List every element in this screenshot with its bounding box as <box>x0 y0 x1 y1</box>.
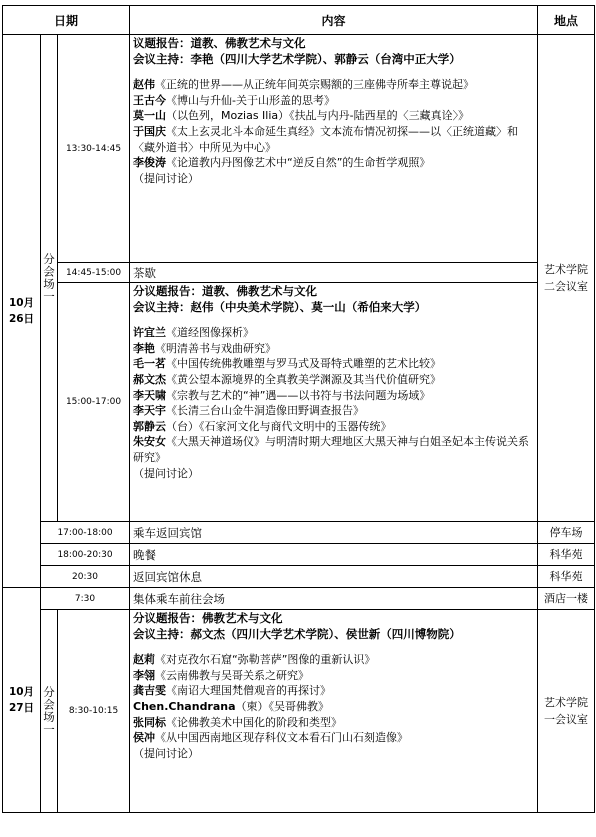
talk-title: 《博山与升仙-关于山形盖的思考》 <box>166 93 335 107</box>
talk-title: 《中国传统佛教雕塑与罗马式及哥特式雕塑的艺术比较》 <box>166 357 442 371</box>
d1-return-location: 停车场 <box>538 522 595 544</box>
speaker-name: 王古今 <box>133 93 167 107</box>
talk-item <box>133 715 534 731</box>
talk-title: 《长清三台山金牛洞造像田野调查报告》 <box>166 404 365 418</box>
d2-bus-text: 集体乘车前往会场 <box>130 588 538 610</box>
speaker-name: 李俊涛 <box>133 156 167 170</box>
talk-item <box>133 419 534 435</box>
talk-item <box>133 108 534 124</box>
d1-rest-time: 20:30 <box>41 566 130 588</box>
speaker-name: 龚吉雯 <box>133 684 167 698</box>
speaker-name: 李艳 <box>133 341 156 355</box>
talk-title: 《从中国西南地区现存科仪文本看石门山石刻造像》 <box>155 731 409 745</box>
talk-title: 《明清善书与戏曲研究》 <box>155 341 277 355</box>
speaker-name: 许宜兰 <box>133 326 167 340</box>
talk-item <box>133 652 534 668</box>
talk-title: 《论佛教美术中国化的阶段和类型》 <box>166 715 343 729</box>
talk-item <box>133 356 534 372</box>
d1-row-session2 <box>3 283 595 522</box>
day2-date: 10月 27日 <box>3 588 41 813</box>
talk-item <box>133 372 534 388</box>
session-heading: 分议题报告：道教、佛教艺术与文化 <box>133 284 318 298</box>
d1-rest-text: 返回宾馆休息 <box>130 566 538 588</box>
talk-item <box>133 388 534 404</box>
speaker-name: Chen.Chandrana <box>133 699 236 713</box>
talk-title: 《宗教与艺术的“神”遇——以书符与书法问题为场域》 <box>166 388 431 402</box>
talk-item <box>133 325 534 341</box>
speaker-name: 郭静云 <box>133 419 167 433</box>
d1-return-time: 17:00-18:00 <box>41 522 130 544</box>
talk-item <box>133 403 534 419</box>
talk-title: 《南诏大理国梵僧观音的再探讨》 <box>166 684 332 698</box>
talk-title: 《对克孜尔石窟“弥勒菩萨”图像的重新认识》 <box>155 653 376 667</box>
discussion-note: （提问讨论） <box>133 171 200 185</box>
d1-row-break <box>3 263 595 283</box>
d2-row-bus <box>3 588 595 610</box>
speaker-name: 侯冲 <box>133 731 156 745</box>
discussion-note: （提问讨论） <box>133 746 200 760</box>
d2-s1-time: 8:30-10:15 <box>58 610 130 813</box>
speaker-name: 朱安女 <box>133 435 167 449</box>
day2-venue: 分会场一 <box>41 610 58 813</box>
d1-return-text: 乘车返回宾馆 <box>130 522 538 544</box>
session-heading: 分议题报告：佛教艺术与文化 <box>133 611 283 625</box>
d1-s2-content <box>130 283 538 522</box>
talk-title: 《黄公望本源境界的全真教美学渊源及其当代价值研究》 <box>166 372 442 386</box>
session-heading: 会议主持：郝文杰（四川大学艺术学院）、侯世新（四川博物院） <box>133 626 461 641</box>
speaker-name: 毛一茗 <box>133 357 167 371</box>
speaker-name: 于国庆 <box>133 124 167 138</box>
d1-dinner-text: 晚餐 <box>130 544 538 566</box>
speaker-name: 李天宇 <box>133 404 167 418</box>
talk-item <box>133 77 534 93</box>
talk-item <box>133 730 534 746</box>
speaker-name: 李天啸 <box>133 388 167 402</box>
session-heading: 议题报告：道教、佛教艺术与文化 <box>133 36 306 50</box>
d1-rest-location: 科华苑 <box>538 566 595 588</box>
talk-title: （以色列，Mozias Ilia）《扶乩与内丹-陆西星的〈三藏真诠〉》 <box>166 109 470 123</box>
day1-venue: 分会场一 <box>41 35 58 522</box>
spacer <box>133 315 534 325</box>
talk-title: 《太上玄灵北斗本命延生真经》文本流布情况初探——以〈正统道藏〉和〈藏外道书〉中所见为中心》 <box>133 124 519 154</box>
d1-row-rest <box>3 566 595 588</box>
d1-s1-content <box>130 35 538 263</box>
talk-item <box>133 434 534 465</box>
talk-item <box>133 124 534 155</box>
talk-item <box>133 341 534 357</box>
spacer <box>133 642 534 652</box>
d2-s1-content <box>130 610 538 813</box>
talk-title: 《云南佛教与吴哥关系之研究》 <box>155 668 310 682</box>
speaker-name: 郝文杰 <box>133 372 167 386</box>
d1-dinner-time: 18:00-20:30 <box>41 544 130 566</box>
talk-item <box>133 699 534 715</box>
talk-title: （柬）《吴哥佛教》 <box>235 699 330 713</box>
day1-date: 10月 26日 <box>3 35 41 588</box>
header-row <box>3 6 595 35</box>
d2-bus-time: 7:30 <box>41 588 130 610</box>
day2-location: 艺术学院 一会议室 <box>538 610 595 813</box>
talk-title: 《论道教内丹图像艺术中“逆反自然”的生命哲学观照》 <box>166 156 431 170</box>
speaker-name: 张同标 <box>133 715 167 729</box>
header-location: 地点 <box>538 6 595 35</box>
session-heading: 会议主持：赵伟（中央美术学院）、莫一山（希伯来大学） <box>133 299 427 314</box>
d1-row-return <box>3 522 595 544</box>
talk-title: 《大黑天神道场仪》与明清时期大理地区大黑天神与白姐圣妃本主传说关系研究》 <box>133 435 530 464</box>
talk-item <box>133 668 534 684</box>
d1-dinner-location: 科华苑 <box>538 544 595 566</box>
discussion-note: （提问讨论） <box>133 466 200 480</box>
header-content: 内容 <box>130 6 538 35</box>
schedule-table <box>2 5 595 813</box>
speaker-name: 莫一山 <box>133 109 167 123</box>
talk-title: 《正统的世界——从正统年间英宗赐额的三座佛寺所奉主尊说起》 <box>155 78 475 92</box>
d1-row-dinner <box>3 544 595 566</box>
talk-title: 《道经图像探析》 <box>166 326 255 340</box>
talk-item <box>133 683 534 699</box>
d1-break-time: 14:45-15:00 <box>58 263 130 283</box>
session-heading: 会议主持：李艳（四川大学艺术学院）、郭静云（台湾中正大学） <box>133 51 461 66</box>
day1-location: 艺术学院 二会议室 <box>538 35 595 522</box>
d1-row-session1 <box>3 35 595 263</box>
speaker-name: 赵莉 <box>133 653 156 667</box>
d2-row-session1 <box>3 610 595 813</box>
d1-break-text: 茶歇 <box>130 263 538 283</box>
header-date: 日期 <box>3 6 130 35</box>
talk-item <box>133 155 534 171</box>
d1-s1-time: 13:30-14:45 <box>58 35 130 263</box>
talk-item <box>133 93 534 109</box>
d1-s2-time: 15:00-17:00 <box>58 283 130 522</box>
talk-title: （台）《石家河文化与商代文明中的玉器传统》 <box>166 419 392 433</box>
speaker-name: 赵伟 <box>133 78 156 92</box>
spacer <box>133 67 534 77</box>
speaker-name: 李翎 <box>133 668 156 682</box>
d2-bus-location: 酒店一楼 <box>538 588 595 610</box>
